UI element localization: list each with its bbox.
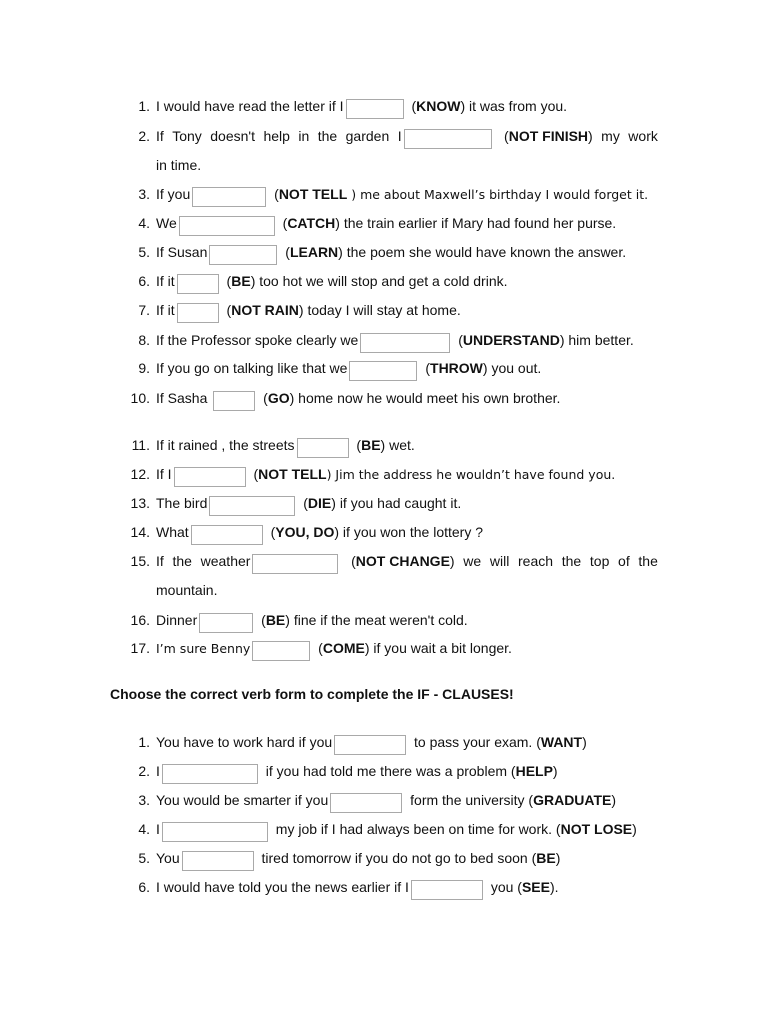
item-text-end: ) home now he would meet his own brother.	[289, 390, 561, 406]
verb-hint: GRADUATE	[533, 792, 612, 808]
item-number: 8.	[138, 332, 150, 348]
item-text-mid: form the university (	[410, 792, 534, 808]
verb-hint: NOT CHANGE	[355, 553, 450, 569]
item-number: 4.	[138, 215, 150, 231]
item-number: 7.	[138, 302, 150, 318]
verb-hint: WANT	[540, 734, 583, 750]
answer-box[interactable]	[330, 793, 402, 813]
item-text: I’m sure Benny	[156, 641, 251, 656]
verb-hint: BE	[265, 612, 286, 628]
item-text: You would be smarter if you	[156, 792, 329, 808]
item-text: If Susan	[156, 244, 208, 260]
item-continuation: mountain.	[156, 582, 218, 598]
item-text: You	[156, 850, 180, 866]
item-text-mid: my job if I had always been on time for work. (	[275, 821, 561, 837]
item-text-end: ) if you wait a bit longer.	[364, 640, 512, 656]
item-text: If it	[156, 273, 175, 289]
verb-hint: DIE	[307, 495, 332, 511]
verb-hint: NOT LOSE	[560, 821, 633, 837]
answer-box[interactable]	[182, 851, 254, 871]
verb-hint: CATCH	[287, 215, 336, 231]
item-text: The bird	[156, 495, 208, 511]
item-text-end: ) it was from you.	[460, 98, 568, 114]
item-text: If I	[156, 466, 172, 482]
item-text: You have to work hard if you	[156, 734, 333, 750]
verb-hint: UNDERSTAND	[462, 332, 560, 348]
item-text: What	[156, 524, 189, 540]
item-text: I would have read the letter if I	[156, 98, 344, 114]
answer-box[interactable]	[209, 245, 277, 265]
verb-hint: NOT TELL	[258, 466, 327, 482]
verb-hint: SEE	[521, 879, 550, 895]
item-text-end: )	[552, 763, 558, 779]
verb-hint: NOT TELL	[278, 186, 348, 202]
item-number: 3.	[138, 186, 150, 202]
item-number: 3.	[138, 792, 150, 808]
answer-box[interactable]	[404, 129, 492, 149]
item-text: If Sasha	[156, 390, 208, 406]
item-text: Dinner	[156, 612, 198, 628]
worksheet-page: 1. I would have read the letter if I (KNOW) it was from you. 2. If Tony doesn't help in the garden I (NOT FINISH) my work in time. 3. If you (NOT TELL ) me about Maxwell’s birthday I would forget it. 4. We (CATCH) the train earlier if Mary had found her purse. 5. If Susan (LEARN) the poem she would have known the answer. 6. If it (BE) too hot we will stop and get a cold drink. 7. If it (NOT RAIN) today I will stay at home. 8. If the Professor spoke clearly we (UNDERSTAND) him better. 9. If you go on talking like that we (THROW) you out. 10. If Sasha (GO) home now he would meet his own brother. 11. If it rained , the streets (BE) wet. 12. If I (NOT TELL) Jim the address he wouldn’t have found you. 13. The bird (DIE) if you had caught it. 14. What (YOU, DO) if you won the lottery ? 15. If the weather (NOT CHANGE) we will reach the top of the mountain. 16. Dinner (BE) fine if the meat weren't cold. 17. I’m sure Benny (COME) if you wait a bit longer. Choose the correct verb form to complete the IF - CLAUSES! 1. You have to work hard if you to pass your exam. (WANT) 2. I if you had told me there was a problem (HELP) 3. You would be smarter if you form the university (GRADUATE) 4. I my job if I had always been on time for work. (NOT LOSE) 5. You tired tomorrow if you do not go to bed soon (BE) 6. I would have told you the news earlier if I you (SEE).	[0, 0, 768, 1024]
item-number: 17.	[130, 640, 150, 656]
item-text: If it rained , the streets	[156, 437, 295, 453]
item-number: 10.	[130, 390, 150, 406]
section-heading: Choose the correct verb form to complete the IF - CLAUSES!	[110, 686, 514, 702]
item-continuation: in time.	[156, 157, 202, 173]
verb-hint: NOT RAIN	[231, 302, 299, 318]
item-text-end: )	[632, 821, 637, 837]
verb-hint: HELP	[515, 763, 553, 779]
item-text-end: ) the train earlier if Mary had found her purse.	[335, 215, 617, 231]
item-text-end: ) too hot we will stop and get a cold drink.	[250, 273, 508, 289]
answer-box[interactable]	[411, 880, 483, 900]
answer-box[interactable]	[191, 525, 263, 545]
answer-box[interactable]	[177, 274, 219, 294]
item-number: 1.	[138, 98, 150, 114]
item-number: 16.	[130, 612, 150, 628]
item-text-end: ) the poem she would have known the answer.	[338, 244, 627, 260]
item-text: We	[156, 215, 177, 231]
item-number: 2.	[138, 763, 150, 779]
item-text-end: ) if you had caught it.	[331, 495, 462, 511]
item-text-end: ) him better.	[559, 332, 634, 348]
item-text: I	[156, 763, 160, 779]
item-number: 6.	[138, 879, 150, 895]
item-text: If you	[156, 186, 191, 202]
item-text-end: ) you out.	[482, 360, 542, 376]
item-text: If the Professor spoke clearly we	[156, 332, 359, 348]
item-text-mid: if you had told me there was a problem (	[265, 763, 516, 779]
item-number: 14.	[130, 524, 150, 540]
item-number: 4.	[138, 821, 150, 837]
verb-hint: NOT FINISH	[508, 128, 589, 144]
verb-hint: THROW	[430, 360, 483, 376]
answer-box[interactable]	[349, 361, 417, 381]
item-number: 13.	[130, 495, 150, 511]
item-number: 11.	[131, 437, 150, 453]
answer-box[interactable]	[199, 613, 253, 633]
answer-box[interactable]	[209, 496, 295, 516]
verb-hint: LEARN	[289, 244, 339, 260]
answer-box[interactable]	[213, 391, 255, 411]
answer-box[interactable]	[252, 641, 310, 661]
verb-hint: BE	[231, 273, 251, 289]
verb-hint: KNOW	[416, 98, 461, 114]
verb-hint: GO	[267, 390, 290, 406]
item-text: I	[156, 821, 160, 837]
verb-hint: BE	[536, 850, 556, 866]
item-text-end: )	[611, 792, 617, 808]
verb-hint: COME	[322, 640, 365, 656]
answer-box[interactable]	[179, 216, 275, 236]
verb-hint: BE	[361, 437, 381, 453]
item-number: 12.	[130, 466, 150, 482]
item-number: 9.	[138, 360, 150, 376]
item-text-end: ) today I will stay at home.	[298, 302, 461, 318]
answer-box[interactable]	[162, 822, 268, 842]
answer-box[interactable]	[162, 764, 258, 784]
item-number: 5.	[138, 850, 150, 866]
item-text-mid: you (	[490, 879, 522, 895]
item-text: If you go on talking like that we	[156, 360, 348, 376]
item-text-end: ) Jim the address he wouldn’t have found you.	[326, 467, 616, 482]
item-text-end: ) if you won the lottery ?	[334, 524, 484, 540]
answer-box[interactable]	[334, 735, 406, 755]
item-number: 1.	[138, 734, 150, 750]
item-text-end: ) wet.	[380, 437, 415, 453]
item-text-end: ) me about Maxwell’s birthday I would forget it.	[347, 187, 649, 202]
verb-hint: YOU, DO	[275, 524, 335, 540]
answer-box[interactable]	[346, 99, 404, 119]
item-text-end: )	[582, 734, 587, 750]
item-number: 2.	[138, 128, 150, 144]
item-number: 5.	[138, 244, 150, 260]
item-text: If it	[156, 302, 175, 318]
answer-box[interactable]	[192, 187, 266, 207]
answer-box[interactable]	[177, 303, 219, 323]
item-text: I would have told you the news earlier if I	[156, 879, 409, 895]
answer-box[interactable]	[297, 438, 349, 458]
item-text-end: ).	[549, 879, 559, 895]
item-text-end: )	[555, 850, 561, 866]
answer-box[interactable]	[360, 333, 450, 353]
answer-box[interactable]	[174, 467, 246, 487]
item-text-mid: to pass your exam. (	[414, 734, 541, 750]
item-number: 15.	[130, 553, 150, 569]
item-number: 6.	[138, 273, 150, 289]
answer-box[interactable]	[252, 554, 338, 574]
item-text-end: ) fine if the meat weren't cold.	[285, 612, 468, 628]
item-text-mid: tired tomorrow if you do not go to bed soon (	[261, 850, 537, 866]
